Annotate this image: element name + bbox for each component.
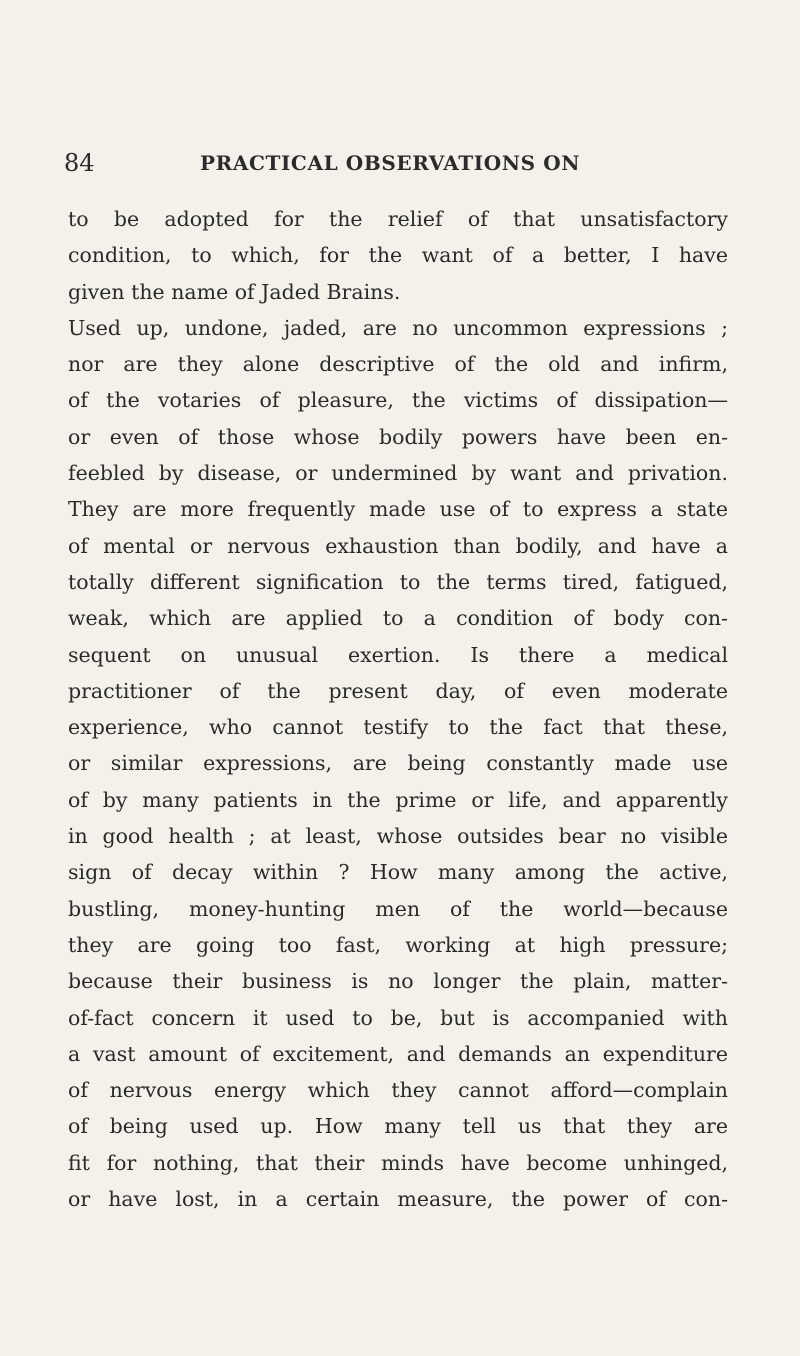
text-line-3: given the name of Jaded Brains.	[68, 279, 401, 304]
text-line-17: of by many patients in the prime or life, and apparently	[68, 787, 728, 812]
text-line-14: practitioner of the present day, of even moderate	[68, 678, 728, 703]
text-line-5: nor are they alone descriptive of the old and infirm,	[68, 352, 728, 377]
text-line-20: bustling, money-hunting men of the world—because	[68, 896, 728, 921]
text-line-11: totally different signification to the terms tired, fatigued,	[68, 569, 728, 594]
text-line-22: because their business is no longer the plain, matter-	[68, 969, 728, 994]
text-line-1: to be adopted for the relief of that unsatisfactory	[68, 207, 728, 231]
text-line-6: of the votaries of pleasure, the victims of dissipation—	[68, 388, 728, 413]
text-line-2: condition, to which, for the want of a better, I have	[68, 243, 728, 268]
text-line-8: feebled by disease, or undermined by want and privation.	[68, 461, 728, 486]
running-head: PRACTICAL OBSERVATIONS ON	[200, 151, 581, 175]
text-line-23: of-fact concern it used to be, but is accompanied with	[68, 1005, 728, 1030]
text-line-24: a vast amount of excitement, and demands an expenditure	[68, 1041, 728, 1066]
text-line-7: or even of those whose bodily powers have been en-	[68, 424, 728, 449]
text-line-12: weak, which are applied to a condition of body con-	[68, 606, 728, 631]
text-line-10: of mental or nervous exhaustion than bodily, and have a	[68, 533, 728, 558]
page-header	[0, 146, 800, 180]
text-line-4: Used up, undone, jaded, are no uncommon expressions ;	[68, 315, 728, 340]
text-line-9: They are more frequently made use of to express a state	[68, 497, 728, 522]
text-line-19: sign of decay within ? How many among the active,	[68, 860, 728, 885]
text-line-16: or similar expressions, are being constantly made use	[68, 751, 728, 776]
text-line-15: experience, who cannot testify to the fact that these,	[68, 715, 728, 740]
text-line-13: sequent on unusual exertion. Is there a medical	[68, 642, 728, 667]
page-number: 84	[64, 149, 95, 177]
text-line-21: they are going too fast, working at high pressure;	[68, 932, 728, 957]
body-text	[68, 201, 728, 1217]
text-line-26: of being used up. How many tell us that they are	[68, 1114, 728, 1139]
text-line-27: fit for nothing, that their minds have become unhinged,	[68, 1150, 728, 1175]
text-line-28: or have lost, in a certain measure, the power of con-	[68, 1187, 728, 1212]
text-line-25: of nervous energy which they cannot afford—complain	[68, 1078, 728, 1103]
text-line-18: in good health ; at least, whose outsides bear no visible	[68, 824, 728, 849]
